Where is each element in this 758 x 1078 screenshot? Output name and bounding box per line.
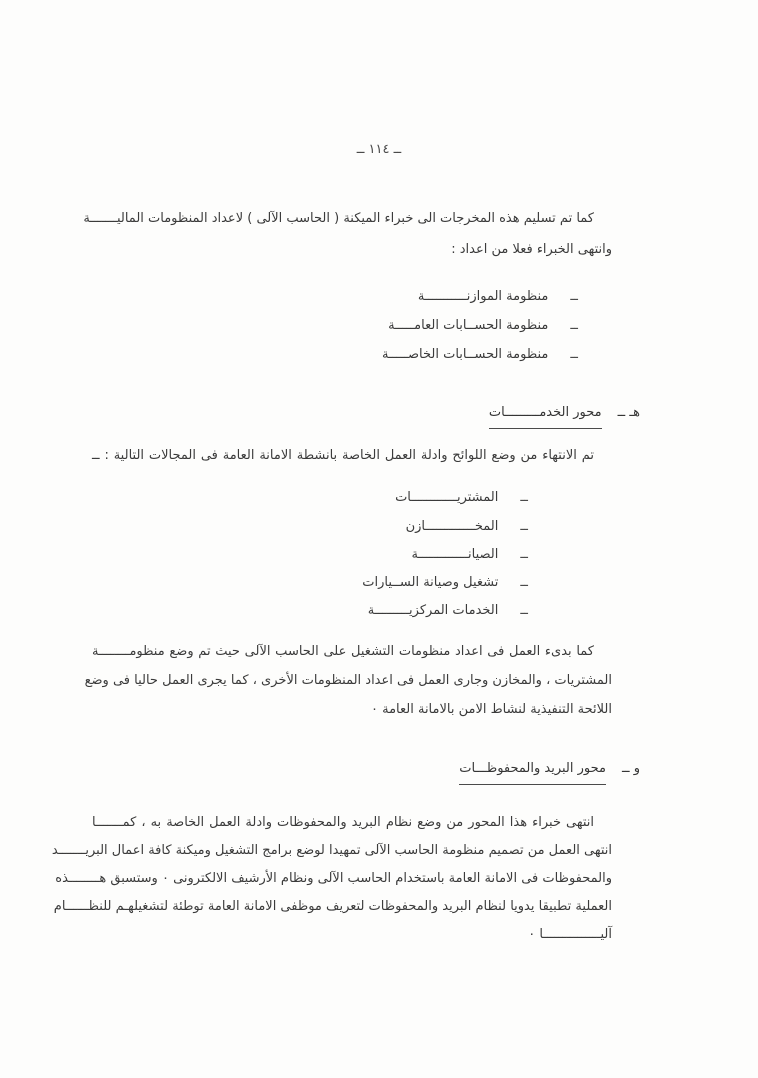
list-item-label: منظومة الحســابات العامـــــة [388,318,549,333]
list-item [382,346,578,363]
section-heading-mail-archives [459,760,640,785]
paragraph-line: المشتريات ، والمخازن وجارى العمل فى اعداد المنظومات الأخرى ، كما يجرى العمل حاليا فى وضع [84,673,612,688]
section-letter: هـ ــ [617,405,640,420]
list-item-label: المخـــــــــــــازن [405,519,499,534]
list-item [412,546,528,563]
list-dash-icon: ــ [570,347,578,362]
paragraph-line: انتهى العمل من تصميم منظومة الحاسب الآلى تمهيدا لوضع برامج التشغيل وميكنة كافة اعمال البريـــــــد [51,843,612,858]
list-dash-icon: ــ [520,490,528,505]
list-dash-icon: ــ [520,519,528,534]
list-item [362,574,528,591]
section-title: محور الخدمـــــــــات [489,404,602,429]
list-dash-icon: ــ [570,289,578,304]
section-heading-services [489,404,640,429]
section-letter: و ــ [621,761,640,776]
list-item-label: منظومة الحســابات الخاصـــــة [381,347,549,362]
list-item-label: منظومة الموازنـــــــــــة [417,289,549,304]
paragraph-line: آليـــــــــــــــا ٠ [528,927,612,942]
list-item [406,518,528,535]
paragraph-line: العملية تطبيقا يدويا لنظام البريد والمحفوظات لتعريف موظفى الامانة العامة توطئة لتشغيلهـم للنظــــــام [53,899,612,914]
page-number: ــ ١١٤ ــ [356,142,402,157]
list-item [395,489,528,506]
paragraph-line: اللائحة التنفيذية لنشاط الامن بالامانة العامة ٠ [370,702,612,717]
list-item-label: المشتريــــــــــــات [395,490,499,505]
list-dash-icon: ــ [520,547,528,562]
list-item [368,602,528,619]
paragraph-line: والمحفوظات فى الامانة العامة باستخدام الحاسب الآلى ونظام الأرشيف الالكترونى ٠ وستسبق هــــــــذه [55,871,612,886]
paragraph-line: وانتهى الخبراء فعلا من اعداد : [451,242,612,257]
list-item-label: تشغيل وصيانة الســيارات [362,575,499,590]
section-title: محور البريد والمحفوظـــات [459,760,606,785]
list-dash-icon: ــ [570,318,578,333]
paragraph-line: كما تم تسليم هذه المخرجات الى خبراء الميكنة ( الحاسب الآلى ) لاعداد المنظومات الماليـــــــة [83,211,594,226]
list-item [418,288,578,305]
paragraph-line: تم الانتهاء من وضع اللوائح وادلة العمل الخاصة بانشطة الامانة العامة فى المجالات التالية : ــ [92,448,594,463]
list-item [388,317,578,334]
list-dash-icon: ــ [520,575,528,590]
list-dash-icon: ــ [520,603,528,618]
list-item-label: الصيانـــــــــــــة [411,547,499,562]
list-item-label: الخدمات المركزيـــــــــة [367,603,499,618]
paragraph-line: كما بدىء العمل فى اعداد منظومات التشغيل على الحاسب الآلى حيث تم وضع منظومــــــــة [92,644,594,659]
paragraph-line: انتهى خبراء هذا المحور من وضع نظام البريد والمحفوظات وادلة العمل الخاصة به ، كمـــــــا [92,815,594,830]
